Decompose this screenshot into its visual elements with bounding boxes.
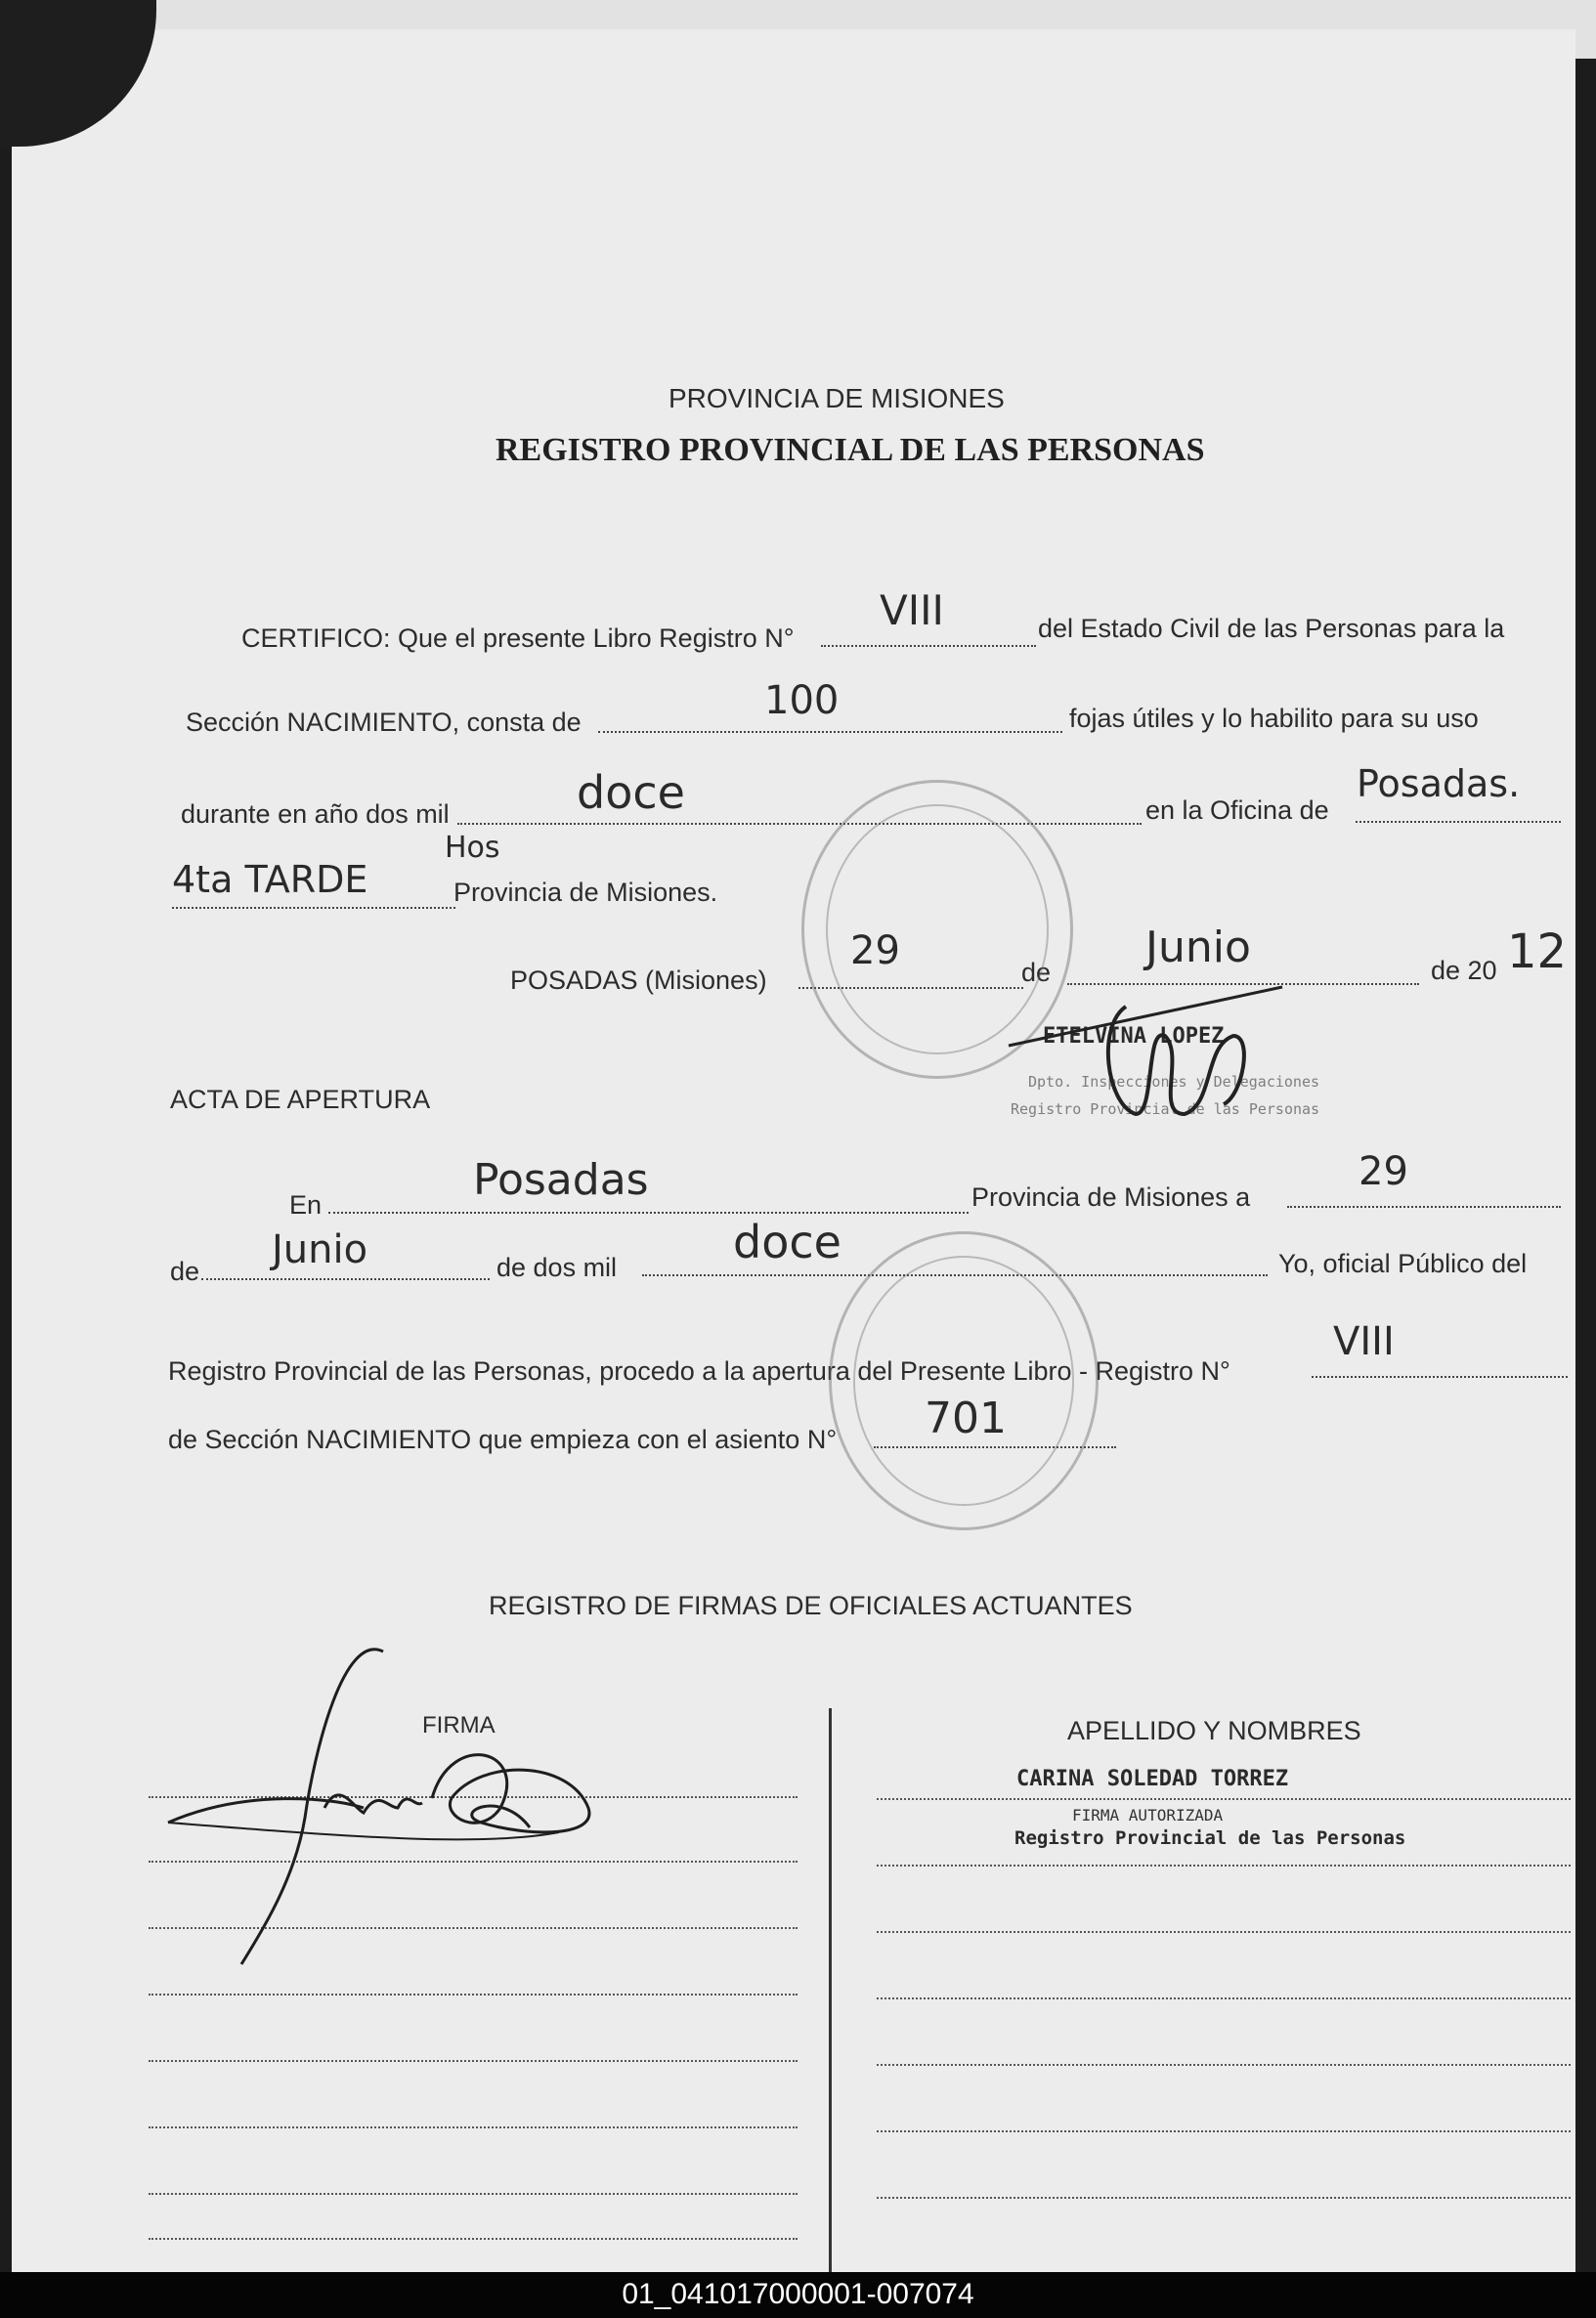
registry-heading: REGISTRO PROVINCIAL DE LAS PERSONAS xyxy=(496,432,1205,468)
dotted-leader xyxy=(172,907,455,909)
name-line xyxy=(877,2197,1571,2199)
dotted-leader xyxy=(598,731,1062,733)
dotted-leader xyxy=(1356,821,1561,823)
footer-bar xyxy=(0,2272,1596,2318)
handwritten-apertura-book-number: VIII xyxy=(1333,1319,1395,1364)
dotted-leader xyxy=(1312,1376,1568,1378)
official-seal-line1: Dpto. Inspecciones y Delegaciones xyxy=(1028,1073,1320,1091)
dotted-leader xyxy=(457,823,1142,825)
handwritten-entry-number: 701 xyxy=(925,1394,1007,1443)
handwritten-office-line2: 4ta TARDE xyxy=(172,858,368,901)
official-signature xyxy=(989,967,1321,1143)
apertura-en-label: En xyxy=(289,1190,323,1220)
handwritten-book-number: VIII xyxy=(880,586,944,634)
apertura-province-label: Provincia de Misiones a xyxy=(971,1182,1251,1212)
certificate-line1-end: del Estado Civil de las Personas para la xyxy=(1038,614,1505,643)
apertura-de-label: de xyxy=(170,1257,200,1286)
handwritten-office: Posadas. xyxy=(1357,762,1521,805)
column-divider xyxy=(829,1708,832,2275)
handwritten-apertura-year: doce xyxy=(733,1216,841,1268)
name-line xyxy=(877,1798,1571,1800)
handwritten-office-extra: Hos xyxy=(445,831,500,865)
certificate-line4-end: Provincia de Misiones. xyxy=(453,878,718,907)
handwritten-year-suffix: 12 xyxy=(1507,924,1568,979)
official-seal-name: ETELVINA LOPEZ xyxy=(1043,1024,1225,1049)
name-line xyxy=(877,2064,1571,2066)
signature-line xyxy=(149,2060,798,2062)
de-label: de xyxy=(1021,958,1052,987)
name-line xyxy=(877,1865,1571,1867)
handwritten-month: Junio xyxy=(1145,923,1251,972)
document-id: 01_041017000001-007074 xyxy=(622,2278,974,2310)
name-line xyxy=(877,2130,1571,2132)
handwritten-year-words: doce xyxy=(577,766,685,819)
handwritten-day: 29 xyxy=(850,928,900,973)
apertura-yo-label: Yo, oficial Público del xyxy=(1278,1249,1528,1278)
signature-line xyxy=(149,2238,798,2240)
dotted-leader xyxy=(821,645,1036,647)
dotted-leader xyxy=(201,1278,490,1280)
place-label: POSADAS (Misiones) xyxy=(510,966,767,995)
handwritten-apertura-place: Posadas xyxy=(473,1155,649,1205)
signature-line xyxy=(149,1994,798,1996)
signature-line xyxy=(149,2193,798,2195)
signer-org: Registro Provincial de las Personas xyxy=(1014,1827,1406,1849)
apertura-line4: de Sección NACIMIENTO que empieza con el asiento N° xyxy=(168,1425,838,1454)
signatures-heading: REGISTRO DE FIRMAS DE OFICIALES ACTUANTES xyxy=(489,1591,1133,1620)
certificate-line3-start: durante en año dos mil xyxy=(181,799,450,829)
certificate-line3-mid: en la Oficina de xyxy=(1145,795,1329,825)
handwritten-signature xyxy=(158,1612,627,1984)
apertura-line3: Registro Provincial de las Personas, procedo a la apertura del Presente Libro - Registro N° xyxy=(168,1356,1230,1386)
dotted-leader xyxy=(328,1212,969,1214)
names-label: APELLIDO Y NOMBRES xyxy=(1067,1716,1361,1745)
second-round-stamp xyxy=(829,1231,1099,1530)
signer-title: FIRMA AUTORIZADA xyxy=(1072,1806,1224,1824)
certificate-line2-start: Sección NACIMIENTO, consta de xyxy=(186,708,582,737)
name-line xyxy=(877,1931,1571,1933)
handwritten-pages-count: 100 xyxy=(764,678,840,723)
handwritten-apertura-month: Junio xyxy=(272,1227,368,1272)
firma-label: FIRMA xyxy=(422,1712,496,1738)
acta-heading: ACTA DE APERTURA xyxy=(170,1085,431,1114)
year-label: de 20 xyxy=(1431,956,1497,985)
certificate-line2-end: fojas útiles y lo habilito para su uso xyxy=(1069,704,1479,733)
dotted-leader xyxy=(1287,1206,1561,1208)
document-page xyxy=(12,29,1575,2277)
apertura-dos-mil-label: de dos mil xyxy=(496,1253,618,1282)
name-line xyxy=(877,1997,1571,1999)
signer-name: CARINA SOLEDAD TORREZ xyxy=(1016,1767,1289,1791)
certificate-line1-start: CERTIFICO: Que el presente Libro Registro N° xyxy=(241,623,795,653)
signature-line xyxy=(149,2126,798,2128)
official-seal-line2: Registro Provincial de las Personas xyxy=(1011,1100,1320,1118)
province-heading: PROVINCIA DE MISIONES xyxy=(669,383,1005,413)
handwritten-apertura-day: 29 xyxy=(1359,1149,1408,1194)
